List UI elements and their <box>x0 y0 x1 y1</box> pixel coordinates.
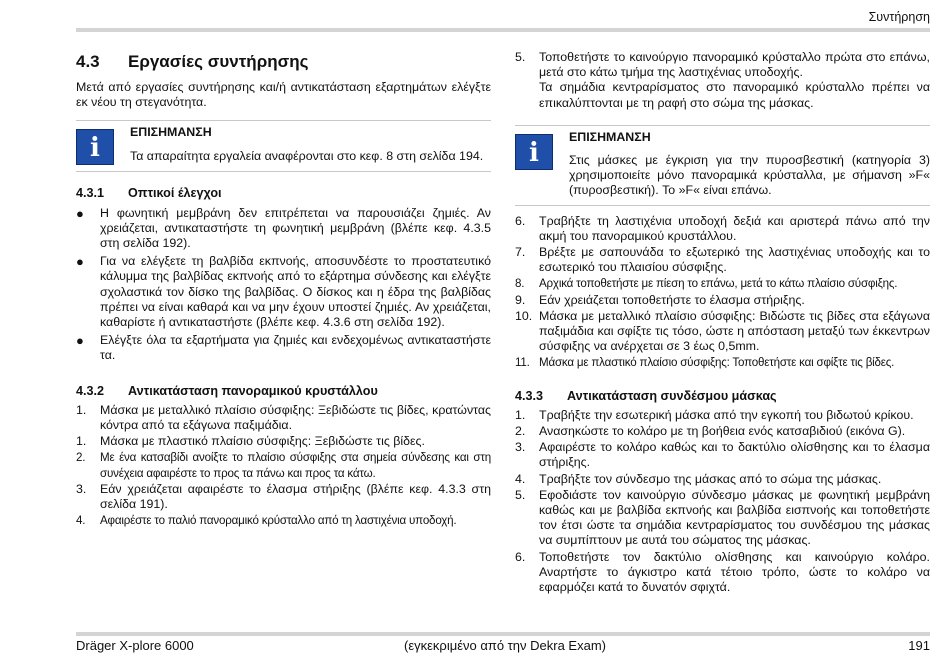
list-item: 4. Τραβήξτε τον σύνδεσμο της μάσκας από το σώμα της μάσκας. <box>515 471 882 486</box>
numbered-list <box>515 408 930 595</box>
list-item: ● Ελέγξτε όλα τα εξαρτήματα για ζημιές και ενδεχομένως αντικαταστήστε τα. <box>76 333 491 363</box>
subsection-heading <box>515 389 930 404</box>
list-item: 1. Μάσκα με πλαστικό πλαίσιο σύσφιξης: Ξεβιδώστε τις βίδες. <box>76 434 425 449</box>
footer-rule <box>76 632 930 636</box>
list-item: 4. Αφαιρέστε το παλιό πανοραμικό κρύσταλλο από τη λαστιχένια υποδοχή. <box>76 514 457 528</box>
info-icon: i <box>515 134 553 170</box>
info-icon: i <box>76 129 114 165</box>
header-rule <box>76 28 930 32</box>
numbered-list <box>76 403 491 529</box>
section-title: Εργασίες συντήρησης <box>128 52 309 71</box>
list-item: 3. Εάν χρειάζεται αφαιρέστε το έλασμα στήριξης (βλέπε κεφ. 4.3.3 στη σελίδα 191). <box>76 481 491 512</box>
note-title: ΕΠΙΣΗΜΑΝΣΗ <box>569 129 651 144</box>
bullet-icon: ● <box>76 254 84 270</box>
numbered-list <box>515 50 930 111</box>
list-item: 3. Αφαιρέστε το κολάρο καθώς και το δακτύλιο ολίσθησης και το έλασμα στήριξης. <box>515 440 930 470</box>
note-text: Στις μάσκες με έγκριση για την πυροσβεστική (κατηγορία 3) χρησιμοποιείτε μόνο πανοραμικά κρύσταλλα, με σήμανση »F« (πυροσβεστική). Το »F« είναι επάνω. <box>569 153 930 198</box>
list-item: 8. Αρχικά τοποθετήστε με πίεση το επάνω, μετά το κάτω πλαίσιο σύσφιξης. <box>515 277 898 291</box>
note-box <box>76 120 491 172</box>
note-text: Τα απαραίτητα εργαλεία αναφέρονται στο κεφ. 8 στη σελίδα 194. <box>130 148 484 163</box>
note-box <box>515 125 930 206</box>
note-title: ΕΠΙΣΗΜΑΝΣΗ <box>130 125 212 140</box>
list-item: 2. Με ένα κατσαβίδι ανοίξτε το πλαίσιο σύσφιξης στα σημεία σύνδεσης και στη συνέχεια αφαιρέστε το προς τα πάνω και προς τα κάτω. <box>76 451 491 480</box>
left-column <box>76 50 491 529</box>
list-item: 6. Τοποθετήστε τον δακτύλιο ολίσθησης και καινούργιο κολάρο. Αναρτήστε το άγκιστρο κατά τέτοιο τρόπο, ώστε το κολάρο να εφαρμόζει κατά το δυνατόν σφιχτά. <box>515 549 930 595</box>
bullet-icon: ● <box>76 205 84 221</box>
section-heading <box>76 52 491 72</box>
bullet-icon: ● <box>76 333 84 349</box>
subsection-number: 4.3.2 <box>76 383 105 398</box>
subsection-heading <box>76 186 491 201</box>
list-item: 11. Μάσκα με πλαστικό πλαίσιο σύσφιξης: Τοποθετήστε και σφίξτε τις βίδες. <box>515 356 895 370</box>
list-item: ● Η φωνητική μεμβράνη δεν επιτρέπεται να παρουσιάζει ζημιές. Αν χρειάζεται, αντικαταστήστε τη φωνητική μεμβράνη (βλέπε κεφ. 4.3.5 στη σελίδα 192). <box>76 205 491 251</box>
section-number: 4.3 <box>76 52 100 71</box>
page-number: 191 <box>908 638 930 653</box>
subsection-title: Οπτικοί έλεγχοι <box>128 186 222 201</box>
list-item: 1. Μάσκα με μεταλλικό πλαίσιο σύσφιξης: Ξεβιδώστε τις βίδες, κρατώντας κόντρα από τα εξάγωνα παξιμάδια. <box>76 402 491 433</box>
list-item: 9. Εάν χρειάζεται τοποθετήστε το έλασμα στήριξης. <box>515 292 805 307</box>
list-item: 6. Τραβήξτε τη λαστιχένια υποδοχή δεξιά και αριστερά πάνω από την ακμή του πανοραμικού κρυστάλλου. <box>515 213 930 243</box>
subsection-title: Αντικατάσταση πανοραμικού κρυστάλλου <box>128 383 378 398</box>
list-item: 7. Βρέξτε με σαπουνάδα το εξωτερικό της λαστιχένιας υποδοχής και το εσωτερικό του πλαισίου σύσφιξης. <box>515 245 930 275</box>
bullet-list <box>76 206 491 364</box>
section-intro: Μετά από εργασίες συντήρησης και/ή αντικατάσταση εξαρτημάτων ελέγξτε εκ νέου τη στεγανότητα. <box>76 80 491 110</box>
subsection-number: 4.3.1 <box>76 186 105 201</box>
numbered-list <box>515 214 930 371</box>
list-item: 5. Εφοδιάστε τον καινούργιο σύνδεσμο μάσκας με φωνητική μεμβράνη καθώς και με βαλβίδα εκπνοής και βαλβίδα εισπνοής και τοποθετήστε τον έτσι ώστε τα σημάδια κεντραρίσματος του συνδέσμου της μάσκας να συμπίπτουν με αυτά του σώματος της μάσκας. <box>515 487 930 548</box>
footer-approval: (εγκεκριμένο από την Dekra Exam) <box>404 638 606 653</box>
subsection-title: Αντικατάσταση συνδέσμου μάσκας <box>567 388 777 403</box>
list-item: ● Για να ελέγξετε τη βαλβίδα εκπνοής, αποσυνδέστε το προστατευτικό κάλυμμα της βαλβίδας εκπνοής από το εξάρτημα σύνδεσης και ελέγξτε σχολαστικά τον δίσκο της βαλβίδας. Ο δίσκος και η έδρα της βαλβίδας πρέπει να είναι καθαρά και να μην έχουν υποστεί ζημιές. Αν χρειάζεται, καθαρίστε ή αντικαταστήστε (βλέπε κεφ. 4.3.6 στη σελίδα 192). <box>76 254 491 330</box>
right-column <box>515 50 930 596</box>
subsection-heading <box>76 384 491 399</box>
subsection-number: 4.3.3 <box>515 388 544 403</box>
footer-product: Dräger X-plore 6000 <box>76 638 194 653</box>
running-header: Συντήρηση <box>868 10 930 24</box>
list-item: 1. Τραβήξτε την εσωτερική μάσκα από την εγκοπή του βιδωτού κρίκου. <box>515 407 914 422</box>
list-item: 5. Τοποθετήστε το καινούργιο πανοραμικό κρύσταλλο πρώτα στο επάνω, μετά στο κάτω τμήμα της λαστιχένιας υποδοχής. Τα σημάδια κεντραρίσματος στο πανοραμικό κρύσταλλο πρέπει να επικαλύπτονται με τη ραφή στο σώμα της μάσκας. <box>515 50 930 110</box>
list-item: 2. Ανασηκώστε το κολάρο με τη βοήθεια ενός κατσαβιδιού (εικόνα G). <box>515 424 906 439</box>
list-item: 10. Μάσκα με μεταλλικό πλαίσιο σύσφιξης: Βιδώστε τις βίδες στα εξάγωνα παξιμάδια και σφίξτε τις τόσο, ώστε η απόσταση μεταξύ των έκκεντρων σύσφιξης να ανέρχεται σε 3 έως 0,5mm. <box>515 308 930 354</box>
